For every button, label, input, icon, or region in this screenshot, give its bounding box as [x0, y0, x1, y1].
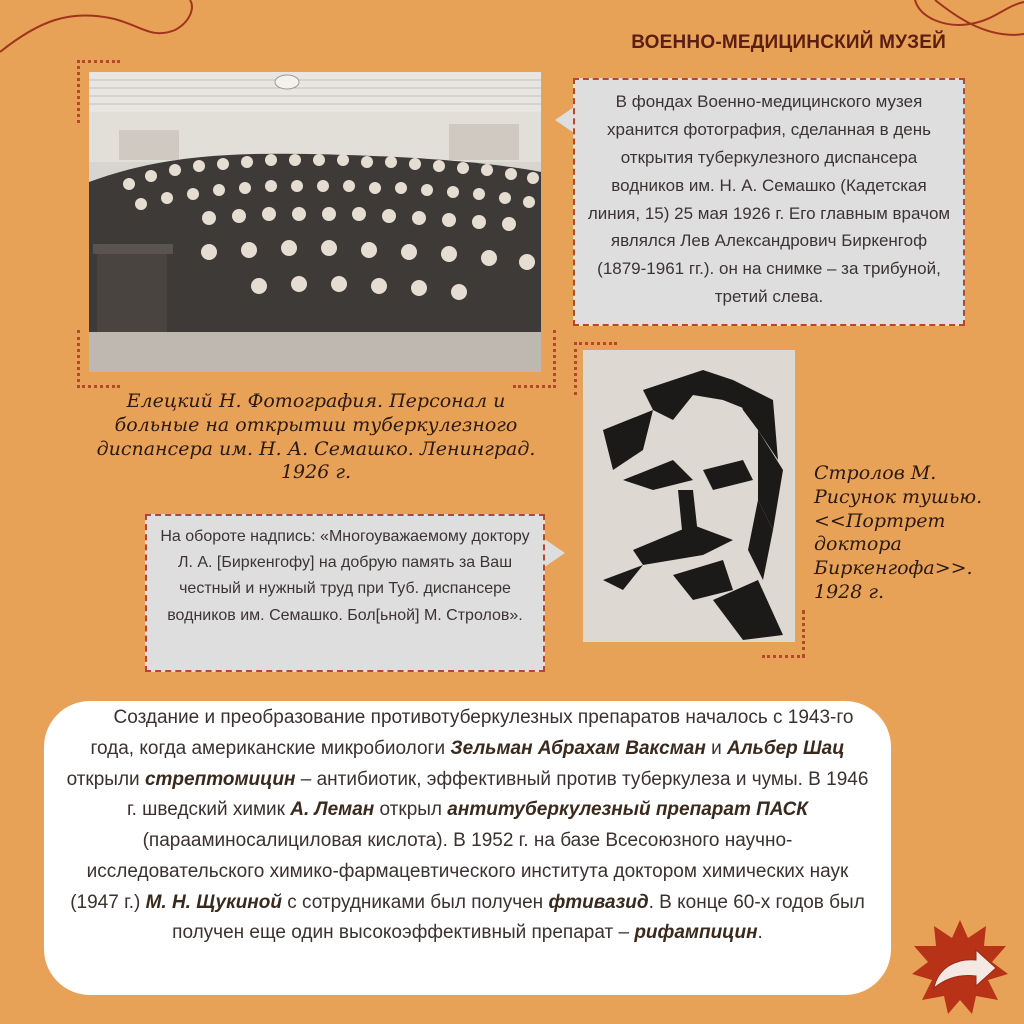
- text-part: открыл: [374, 799, 448, 821]
- name-vaksman: Зельман Абрахам Ваксман: [450, 737, 706, 759]
- text-part: – антибиотик, эффективный против туберкулеза и чумы. В 1946 г. шведский химик: [127, 768, 869, 821]
- text-part: с сотрудниками был получен: [282, 891, 549, 913]
- callout-pointer-2: [543, 538, 565, 568]
- main-text-box: [44, 701, 891, 995]
- group-photograph: [89, 72, 541, 372]
- photo-caption: Елецкий Н. Фотография. Персонал и больные на открытии туберкулезного диспансера им. Н. А. Семашко. Ленинград. 1926 г.: [96, 390, 536, 484]
- drug-streptomycin: стрептомицин: [144, 768, 296, 790]
- portrait-caption: Стролов М. Рисунок тушью. <<Портрет доктора Биркенгофа>>. 1928 г.: [814, 462, 983, 603]
- text-part: (парааминосалициловая кислота). В 1952 г. на базе Всесоюзного научно-исследовательского химико-фармацевтического института доктором химических наук (1947 г.): [70, 830, 849, 913]
- name-leman: А. Леман: [290, 799, 375, 821]
- text-part: и: [705, 737, 728, 759]
- ink-portrait-drawing: [583, 350, 795, 642]
- name-shats: Альбер Шац: [727, 737, 845, 759]
- info-callout-bottom: На обороте надпись: «Многоуважаемому доктору Л. А. [Биркенгофу] на добрую память за Ваш честный и нужный труд при Туб. диспансере водников им. Семашко. Бол[ьной] М. Стролов».: [145, 514, 545, 672]
- portrait-illustration: [583, 350, 795, 642]
- info-callout-top: В фондах Военно-медицинского музея хранится фотография, сделанная в день открытия туберкулезного диспансера водников им. Н. А. Семашко (Кадетская линия, 15) 25 мая 1926 г. Его главным врачом являлся Лев Александрович Биркенгоф (1879-1961 гг.). он на снимке – за трибуной, третий слева.: [573, 78, 965, 326]
- drug-rifampicin: рифампицин: [634, 922, 758, 944]
- text-part: .: [757, 922, 763, 944]
- text-part: открыли: [66, 768, 145, 790]
- arrow-right-icon[interactable]: [912, 918, 1008, 1014]
- drug-pask: антитуберкулезный препарат ПАСК: [447, 799, 808, 821]
- name-shchukina: М. Н. Щукиной: [145, 891, 282, 913]
- text-part: . В конце 60-х годов был получен еще один высокоэффективный препарат –: [172, 891, 865, 944]
- drug-ftivazid: фтивазид: [548, 891, 649, 913]
- group-photo-illustration: [89, 72, 541, 372]
- text-part: Создание и преобразование противотуберкулезных препаратов началось с 1943-го года, когда американские микробиологи: [90, 707, 854, 759]
- museum-title: ВОЕННО-МЕДИЦИНСКИЙ МУЗЕЙ: [631, 32, 946, 53]
